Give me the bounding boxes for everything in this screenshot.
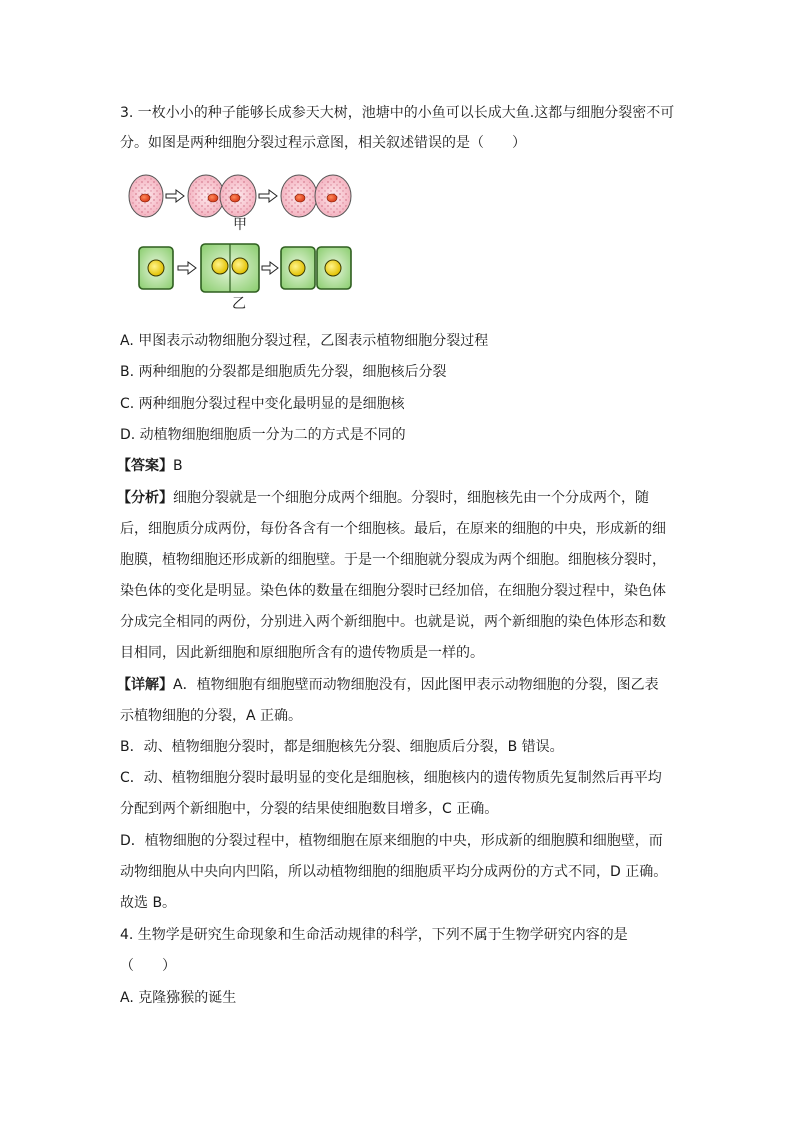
- arrow-icon: [262, 262, 278, 274]
- detail-text: A．植物细胞有细胞壁而动物细胞没有，因此图甲表示动物细胞的分裂，图乙表: [173, 677, 659, 693]
- q3-stem-line1: 3. 一枚小小的种子能够长成参天大树，池塘中的小鱼可以长成大鱼.这都与细胞分裂密不可: [120, 105, 675, 121]
- q3-detail-line4: C．动、植物细胞分裂时最明显的变化是细胞核，细胞核内的遗传物质先复制然后再平均: [120, 770, 662, 786]
- q3-answer-line: [117, 456, 183, 476]
- q4-stem-line1: 4. 生物学是研究生命现象和生命活动规律的科学，下列不属于生物学研究内容的是: [120, 927, 628, 943]
- figure-label-jia: 甲: [233, 217, 247, 233]
- q3-detail-line8: 故选 B。: [120, 895, 177, 911]
- answer-tag: 【答案】: [117, 458, 173, 474]
- q3-analysis-line2: 后，细胞质分成两份，每份各含有一个细胞核。最后，在原来的细胞的中央，形成新的细: [120, 521, 666, 537]
- q3-detail-line5: 分配到两个新细胞中，分裂的结果使细胞数目增多，C 正确。: [120, 801, 499, 817]
- animal-cell-divided: [281, 175, 351, 217]
- q4-stem-line2: （ ）: [120, 958, 176, 974]
- figure-label-yi: 乙: [232, 296, 246, 312]
- plant-cell-divided: [281, 247, 351, 289]
- q3-detail-line3: B．动、植物细胞分裂时，都是细胞核先分裂、细胞质后分裂，B 错误。: [120, 739, 564, 755]
- q3-detail-line2: 示植物细胞的分裂，A 正确。: [120, 708, 303, 724]
- q3-detail-line1: [117, 675, 659, 695]
- plant-cell-single: [139, 247, 173, 289]
- animal-cell-dividing: [188, 175, 256, 217]
- q3-stem-line2: 分。如图是两种细胞分裂过程示意图，相关叙述错误的是（ ）: [120, 135, 526, 151]
- analysis-tag: 【分析】: [117, 490, 173, 506]
- cell-division-diagram: [128, 168, 358, 314]
- arrow-icon: [166, 190, 184, 202]
- q3-option-c: C. 两种细胞分裂过程中变化最明显的是细胞核: [120, 396, 405, 412]
- q3-option-d: D. 动植物细胞细胞质一分为二的方式是不同的: [120, 427, 406, 443]
- q3-option-b: B. 两种细胞的分裂都是细胞质先分裂，细胞核后分裂: [120, 364, 447, 380]
- answer-value: B: [173, 458, 183, 474]
- arrow-icon: [178, 262, 196, 274]
- q3-option-a: A. 甲图表示动物细胞分裂过程，乙图表示植物细胞分裂过程: [120, 333, 489, 349]
- detail-tag: 【详解】: [117, 677, 173, 693]
- plant-cell-dividing: [201, 244, 259, 292]
- q4-option-a: A. 克隆猕猴的诞生: [120, 990, 237, 1006]
- q3-analysis-line1: [117, 488, 649, 508]
- analysis-text: 细胞分裂就是一个细胞分成两个细胞。分裂时，细胞核先由一个分成两个，随: [173, 490, 649, 506]
- q3-detail-line6: D．植物细胞的分裂过程中，植物细胞在原来细胞的中央，形成新的细胞膜和细胞壁，而: [120, 833, 663, 849]
- arrow-icon: [259, 190, 277, 202]
- q3-analysis-line6: 目相同，因此新细胞和原细胞所含有的遗传物质是一样的。: [120, 645, 484, 661]
- q3-analysis-line3: 胞膜，植物细胞还形成新的细胞壁。于是一个细胞就分裂成为两个细胞。细胞核分裂时，: [120, 552, 666, 568]
- q3-analysis-line4: 染色体的变化是明显。染色体的数量在细胞分裂时已经加倍，在细胞分裂过程中，染色体: [120, 583, 666, 599]
- cell-division-figure: [128, 168, 358, 314]
- animal-cell-single: [129, 175, 163, 217]
- q3-analysis-line5: 分成完全相同的两份，分别进入两个新细胞中。也就是说，两个新细胞的染色体形态和数: [120, 614, 666, 630]
- q3-detail-line7: 动物细胞从中央向内凹陷，所以动植物细胞的细胞质平均分成两份的方式不同，D 正确。: [120, 864, 668, 880]
